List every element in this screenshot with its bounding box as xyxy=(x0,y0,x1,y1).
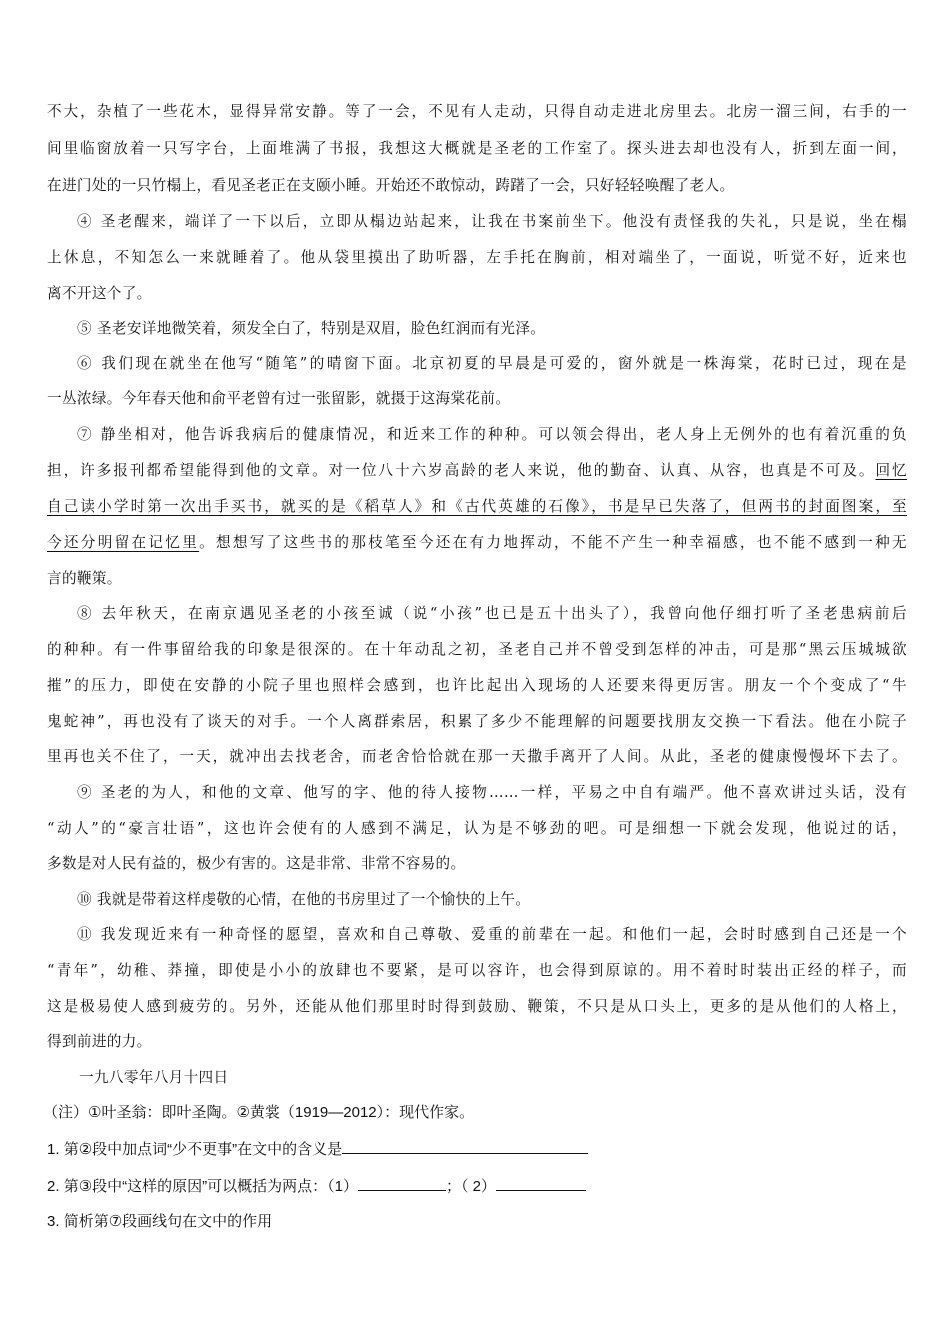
question-1-answer-blank[interactable] xyxy=(342,1139,588,1154)
paragraph-7-line-4 xyxy=(47,525,907,561)
question-1-text: 第②段中加点词“少不更事”在文中的含义是 xyxy=(63,1141,343,1158)
question-2-number: 2. xyxy=(47,1178,60,1195)
paragraph-7-line-1: ⑦ 静坐相对，他告诉我病后的健康情况，和近来工作的种种。可以领会得出，老人身上无例外的也有着沉重的负 xyxy=(77,426,907,443)
paragraph-9-line-1: ⑨ 圣老的为人，和他的文章、他写的字、他的待人接物……一样，平易之中自有端严。他不喜欢讲过头话，没有 xyxy=(77,784,907,801)
paragraph-4-line-3: 离不开这个了。 xyxy=(47,285,152,302)
question-2 xyxy=(47,1169,586,1205)
paragraph-3-line-3: 在进门处的一只竹榻上，看见圣老正在支颐小睡。开始还不敢惊动，踌躇了一会，只好轻轻唤醒了老人。 xyxy=(47,177,735,194)
paragraph-8-line-5: 里再也关不住了，一天，就冲出去找老舍，而老舍恰恰就在那一天撒手离开了人间。从此，圣老的健康慢慢坏下去了。 xyxy=(47,748,907,765)
question-1-number: 1. xyxy=(47,1141,60,1158)
question-3 xyxy=(47,1204,272,1240)
paragraph-8-line-4: 鬼蛇神”，再也没有了谈天的对手。一个人离群索居，积累了多少不能理解的问题要找朋友交换一下看法。他在小院子 xyxy=(47,713,907,730)
question-3-number: 3. xyxy=(47,1213,60,1230)
paragraph-4-line-2: 上休息，不知怎么一来就睡着了。他从袋里摸出了助听器，左手托在胸前，相对端坐了，一面说，听觉不好，近来也 xyxy=(47,249,907,266)
paragraph-6-line-2: 一丛浓绿。今年春天他和俞平老曾有过一张留影，就摄于这海棠花前。 xyxy=(47,390,511,407)
paragraph-9-line-3: 多数是对人民有益的，极少有害的。这是非常、非常不容易的。 xyxy=(47,855,466,872)
article-date: 一九八零年八月十四日 xyxy=(79,1069,229,1086)
question-2-answer-blank-2[interactable] xyxy=(496,1176,586,1191)
paragraph-7-line-2-text: 担，许多报刊都希望能得到他的文章。对一位八十六岁高龄的老人来说，他的勤奋、认真、从容，也真是不可及。 xyxy=(47,462,876,479)
underlined-sentence-middle: 自己读小学时第一次出手买书，就买的是《稻草人》和《古代英雄的石像》，书是早已失落了，但两书的封面图案，至 xyxy=(47,498,907,515)
paragraph-8-line-2: 的种种。有一件事留给我的印象是很深的。在十年动乱之初，圣老自己并不曾受到怎样的冲击，可是那“黑云压城城欲 xyxy=(47,641,907,658)
paragraph-3-line-2: 间里临窗放着一只写字台，上面堆满了书报，我想这大概就是圣老的工作室了。探头进去却也没有人，折到左面一间， xyxy=(47,140,907,157)
footnote: （注）①叶圣翁：即叶圣陶。②黄裳（1919—2012）：现代作家。 xyxy=(43,1104,475,1121)
paragraph-6-line-1: ⑥ 我们现在就坐在他写“随笔”的晴窗下面。北京初夏的早晨是可爱的，窗外就是一株海棠，花时已过，现在是 xyxy=(77,355,907,372)
question-2-answer-blank-1[interactable] xyxy=(358,1176,446,1191)
underlined-sentence-end: 今还分明留在记忆里 xyxy=(47,534,200,551)
paragraph-11-line-2: “青年”，幼稚、莽撞，即使是小小的放肆也不要紧，是可以容许，也会得到原谅的。用不着时时装出正经的样子，而 xyxy=(47,962,907,979)
question-2-text: 第③段中“这样的原因”可以概括为两点：（1） xyxy=(63,1178,358,1195)
paragraph-11-line-4: 得到前进的力。 xyxy=(47,1033,152,1050)
paragraph-7-line-2 xyxy=(47,453,907,489)
paragraph-11-line-1: ⑪ 我发现近来有一种奇怪的愿望，喜欢和自己尊敬、爱重的前辈在一起。和他们一起，会时时感到自己还是一个 xyxy=(77,926,907,943)
paragraph-11-line-3: 这是极易使人感到疲劳的。另外，还能从他们那里时时得到鼓励、鞭策，不只是从口头上，更多的是从他们的人格上， xyxy=(47,998,907,1015)
paragraph-7-line-4-text: 。想想写了这些书的那枝笔至今还在有力地挥动，不能不产生一种幸福感，也不能不感到一种无 xyxy=(199,534,907,551)
question-2-separator: ；（ 2） xyxy=(445,1178,496,1195)
paragraph-8-line-3: 摧”的压力，即使在安静的小院子里也照样会感到，也许比起出入现场的人还要来得更厉害。朋友一个个变成了“牛 xyxy=(47,677,907,694)
paragraph-7-line-5: 言的鞭策。 xyxy=(47,570,122,587)
question-3-text: 简析第⑦段画线句在文中的作用 xyxy=(63,1213,273,1230)
underlined-sentence-start: 回忆 xyxy=(875,462,907,479)
paragraph-4-line-1: ④ 圣老醒来，端详了一下以后，立即从榻边站起来，让我在书案前坐下。他没有责怪我的失礼，只是说，坐在榻 xyxy=(77,213,907,230)
paragraph-10-line-1: ⑩ 我就是带着这样虔敬的心情，在他的书房里过了一个愉快的上午。 xyxy=(77,891,531,908)
paragraph-8-line-1: ⑧ 去年秋天，在南京遇见圣老的小孩至诚（说“小孩”也已是五十出头了），我曾向他仔细打听了圣老患病前后 xyxy=(77,605,907,622)
question-1 xyxy=(47,1132,588,1168)
paragraph-9-line-2: “动人”的“豪言壮语”，这也许会使有的人感到不满足，认为是不够劲的吧。可是细想一下就会发现，他说过的话， xyxy=(47,820,907,837)
paragraph-5-line-1: ⑤ 圣老安详地微笑着，须发全白了，特别是双眉，脸色红润而有光泽。 xyxy=(77,320,546,337)
paragraph-3-line-1: 不大，杂植了一些花木，显得异常安静。等了一会，不见有人走动，只得自动走进北房里去。北房一溜三间，右手的一 xyxy=(47,103,907,120)
